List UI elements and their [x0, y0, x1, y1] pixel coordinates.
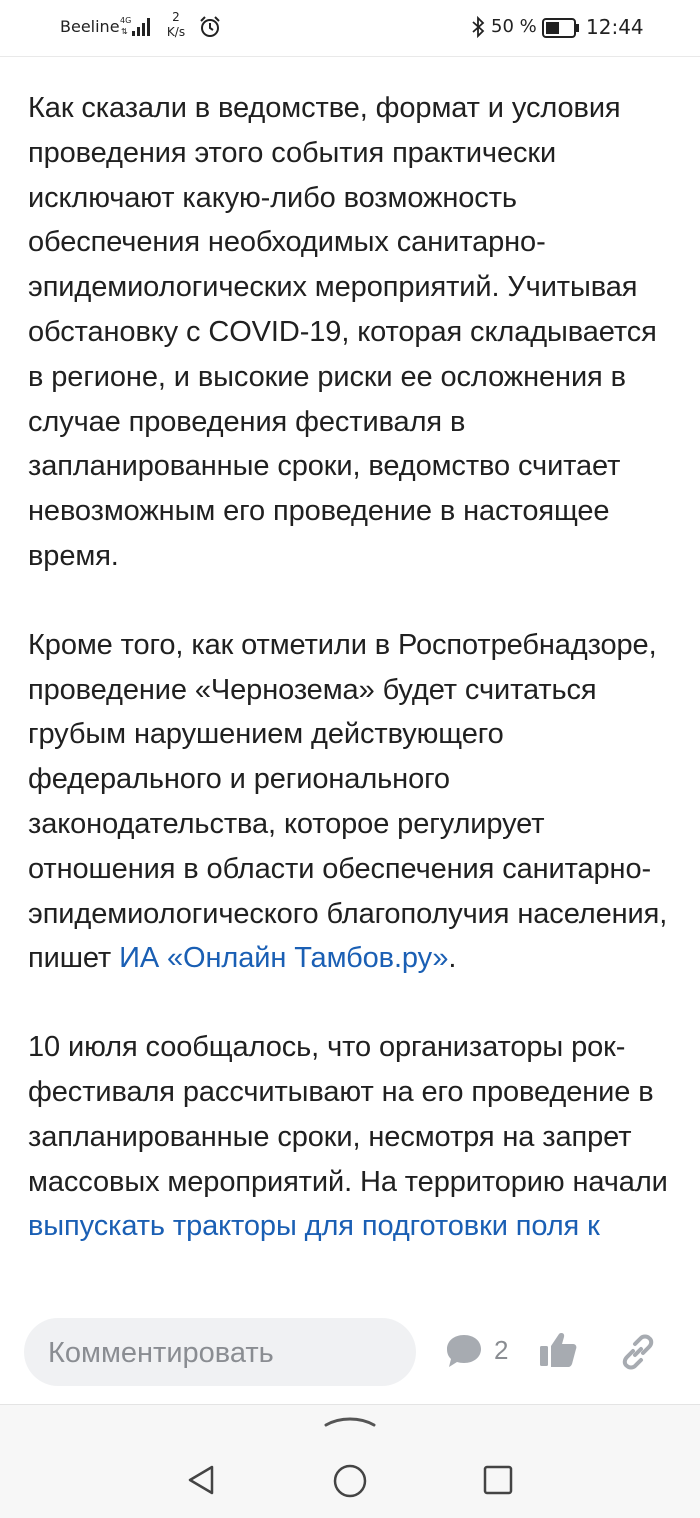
content-fade	[0, 1256, 700, 1302]
comment-bar	[0, 1300, 700, 1404]
nav-handle-icon[interactable]	[322, 1413, 378, 1429]
svg-text:⇅: ⇅	[121, 27, 128, 36]
battery-percent: 50 %	[491, 16, 537, 37]
paragraph-text: Кроме того, как отметили в Роспотребнадзоре, проведение «Чернозема» будет считаться грубым нарушением действующего федерального и регионального законодательства, которое регулирует отношения в области обеспечения санитарно-эпидемиологического благополучия населения, пишет	[28, 628, 668, 975]
comment-placeholder: Комментировать	[48, 1337, 274, 1369]
comment-input[interactable]	[24, 1318, 416, 1386]
speed-unit: K/s	[166, 25, 186, 39]
home-icon[interactable]	[332, 1463, 368, 1499]
network-type-label: 4G	[120, 16, 132, 25]
network-speed	[164, 10, 188, 40]
source-link[interactable]: ИА «Онлайн Тамбов.ру»	[119, 942, 449, 975]
carrier-label: Beeline	[60, 17, 120, 36]
recent-apps-icon[interactable]	[482, 1464, 514, 1496]
like-icon[interactable]	[538, 1330, 578, 1370]
alarm-icon	[198, 15, 222, 39]
paragraph-text-end: .	[448, 942, 457, 975]
share-link-icon[interactable]	[616, 1330, 660, 1374]
bluetooth-icon	[470, 15, 486, 39]
article-paragraph-1: Как сказали в ведомстве, формат и условия проведения этого события практически исключают какую-либо возможность обеспечения необходимых санитарно-эпидемиологических мероприятий. Учитывая обстановку с COVID-19, которая складывается в регионе, и высокие риски ее осложнения в случае проведения фестиваля в запланированные сроки, ведомство считает невозможным его проведение в настоящее время.	[28, 92, 657, 572]
system-nav-bar	[0, 1404, 700, 1518]
article-body	[28, 86, 678, 1293]
clock: 12:44	[586, 15, 644, 39]
speed-value: 2	[172, 10, 180, 24]
article-paragraph-2	[28, 623, 678, 981]
comments-count: 2	[494, 1335, 509, 1365]
status-bar	[0, 0, 700, 57]
signal-icon	[120, 14, 156, 38]
comment-icon[interactable]	[444, 1332, 484, 1370]
article-paragraph-3	[28, 1025, 678, 1249]
tractors-link[interactable]: выпускать тракторы для подготовки поля к	[28, 1210, 600, 1243]
battery-icon	[542, 18, 580, 38]
back-icon[interactable]	[184, 1463, 218, 1497]
paragraph-text: 10 июля сообщалось, что организаторы рок-фестиваля рассчитывают на его проведение в запланированные сроки, несмотря на запрет массовых мероприятий. На территорию начали	[28, 1031, 668, 1198]
